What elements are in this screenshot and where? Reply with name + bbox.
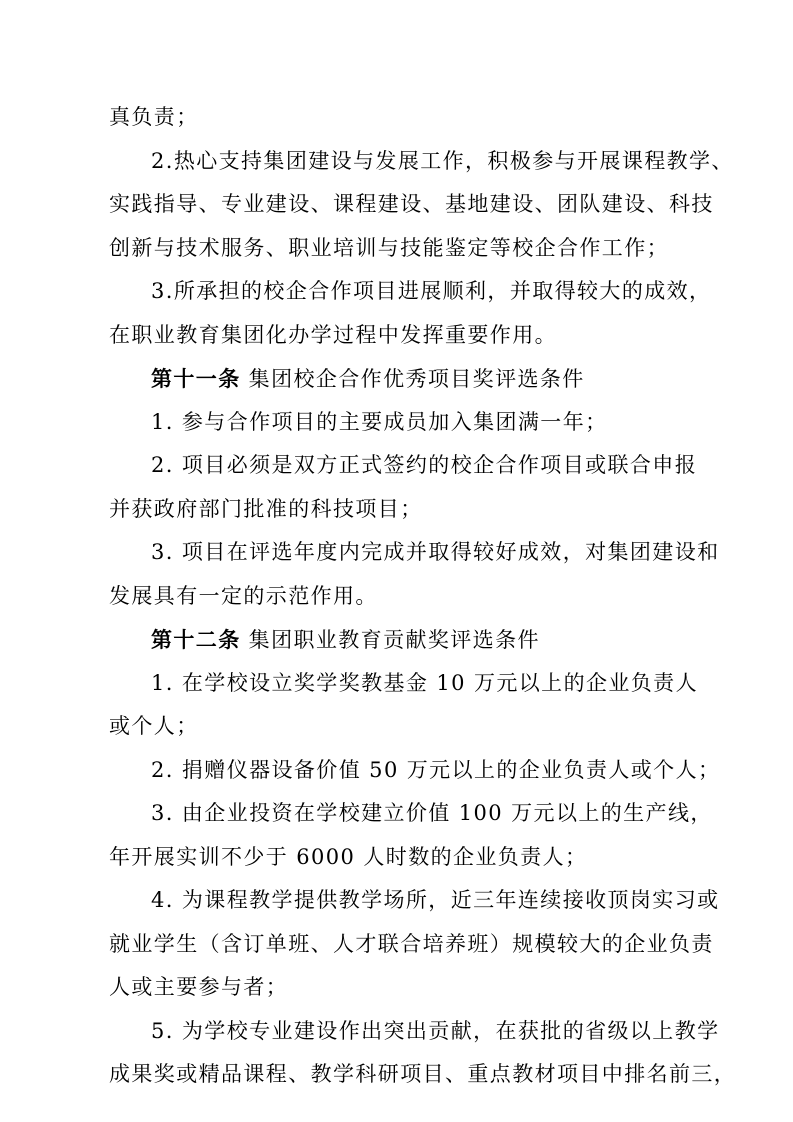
text-line: 创新与技术服务、职业培训与技能鉴定等校企合作工作； — [109, 235, 669, 260]
article-heading-line — [109, 357, 697, 401]
article-heading-line — [109, 618, 697, 662]
text-line: 就业学生（含订单班、人才联合培养班）规模较大的企业负责 — [109, 931, 714, 956]
text-line: 发展具有一定的示范作用。 — [109, 583, 378, 608]
text-line: 2. 项目必须是双方正式签约的校企合作项目或联合申报 — [151, 453, 698, 477]
text-line: 5. 为学校专业建设作出突出贡献，在获批的省级以上教学 — [151, 1018, 720, 1043]
article-title: 集团校企合作优秀项目奖评选条件 — [240, 367, 585, 391]
article-number: 第十二条 — [151, 627, 241, 652]
text-line: 并获政府部门批准的科技项目； — [109, 496, 423, 521]
text-line: 实践指导、专业建设、课程建设、基地建设、团队建设、科技 — [109, 192, 714, 216]
article-title: 集团职业教育贡献奖评选条件 — [240, 628, 540, 652]
text-line: 3. 由企业投资在学校建立价值 100 万元以上的生产线， — [151, 801, 713, 825]
text-line: 1. 在学校设立奖学奖教基金 10 万元以上的企业负责人 — [151, 670, 698, 695]
text-line: 人或主要参与者； — [109, 975, 289, 999]
text-line: 在职业教育集团化办学过程中发挥重要作用。 — [109, 322, 557, 347]
text-line: 成果奖或精品课程、教学科研项目、重点教材项目中排名前三， — [109, 1062, 737, 1086]
text-line: 3.所承担的校企合作项目进展顺利，并取得较大的成效， — [151, 279, 712, 303]
text-line: 2. 捐赠仪器设备价值 50 万元以上的企业负责人或个人； — [151, 757, 721, 782]
text-line: 或个人； — [109, 714, 199, 738]
text-line: 1. 参与合作项目的主要成员加入集团满一年； — [151, 409, 608, 434]
article-number: 第十一条 — [151, 366, 241, 391]
text-line: 真负责； — [109, 105, 199, 129]
text-line: 2.热心支持集团建设与发展工作，积极参与开展课程教学、 — [151, 148, 734, 173]
text-line: 4. 为课程教学提供教学场所，近三年连续接收顶岗实习或 — [151, 888, 720, 912]
text-line: 3. 项目在评选年度内完成并取得较好成效，对集团建设和 — [151, 540, 720, 564]
document-page — [109, 96, 737, 1097]
text-line: 年开展实训不少于 6000 人时数的企业负责人； — [109, 844, 588, 869]
